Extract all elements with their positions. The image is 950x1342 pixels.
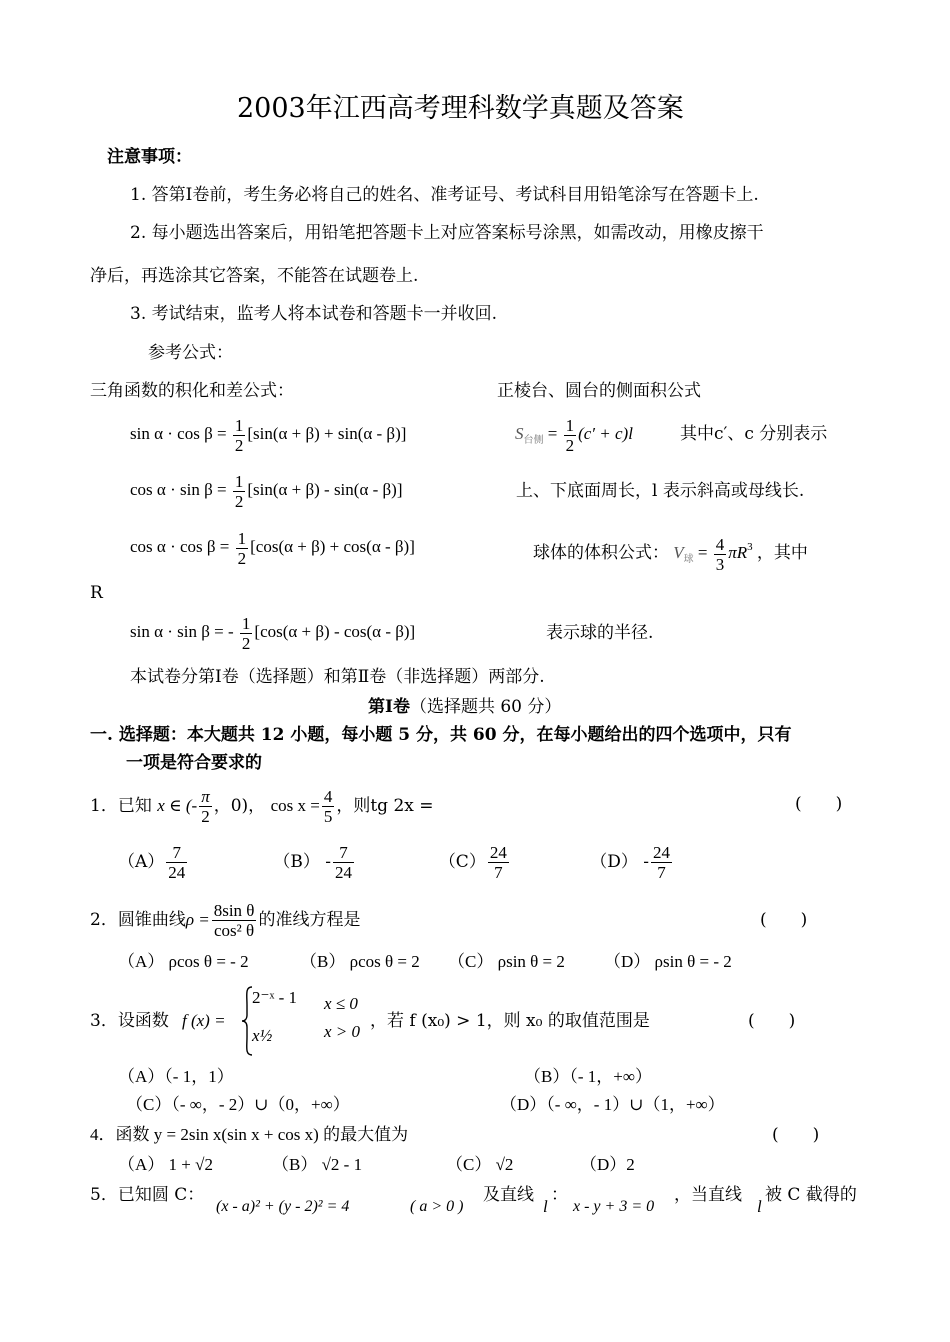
option-label: （A） — [118, 852, 165, 872]
four-thirds-fraction — [714, 535, 727, 574]
q4-option-a: （A） 1 + √2 — [118, 1155, 213, 1174]
fraction-denominator: 5 — [323, 807, 333, 826]
q4-option-d: （D）2 — [580, 1155, 635, 1174]
fraction-denominator: 7 — [494, 863, 503, 882]
option-d-fraction — [651, 843, 672, 882]
q3-option-b: （B）（- 1，+∞） — [524, 1067, 652, 1086]
q4-answer-bracket: ( ) — [772, 1125, 820, 1145]
fraction-numerator: 4 — [323, 787, 333, 806]
fraction-numerator: 1 — [565, 415, 575, 435]
option-label: （C） — [438, 852, 486, 872]
fraction-numerator: 1 — [234, 471, 244, 491]
formula-lhs: cos α · cos β = — [130, 537, 230, 556]
q3-option-d: （D）（- ∞，- 1）∪（1，+∞） — [500, 1095, 725, 1114]
q1-option-a — [118, 840, 268, 884]
sphere-subscript: 球 — [683, 554, 694, 565]
question-4: 4．函数 y = 2sin x(sin x + cos x) 的最大值为 — [90, 1125, 409, 1144]
frustum-formula: $S_{台侧}$ = $\frac{1}{2}$ (c′ + c)l — [515, 415, 633, 455]
half-fraction — [564, 416, 577, 455]
fraction-denominator: 2 — [234, 491, 244, 511]
q5-colon: ： — [551, 1185, 568, 1205]
frustum-desc-2: 上、下底面周长，l 表示斜高或母线长. — [516, 481, 805, 501]
formula-sin-sin — [130, 612, 415, 653]
half-fraction — [240, 614, 253, 653]
option-b-fraction — [333, 843, 354, 882]
fraction-denominator: 2 — [201, 807, 210, 826]
q2-option-d: （D） ρsin θ = - 2 — [604, 952, 732, 971]
sphere-rhs: πR — [728, 543, 748, 562]
part1-title — [368, 696, 561, 718]
four-fifths-fraction — [322, 787, 335, 826]
q5-condition: ( a > 0 ) — [410, 1198, 464, 1215]
formula-rhs: [cos(α + β) - cos(α - β)] — [254, 622, 416, 641]
q3-function: f (x) = — [182, 1011, 226, 1030]
fraction-numerator: 7 — [166, 843, 187, 863]
q3-option-c: （C）（- ∞，- 2）∪（0，+∞） — [126, 1095, 350, 1114]
radius-desc: 表示球的半径. — [546, 623, 654, 643]
q2-fraction — [212, 901, 257, 940]
frustum-symbol: S — [515, 424, 524, 443]
q5-line-symbol-2: l — [757, 1197, 762, 1216]
q2-rho: ρ = — [185, 910, 210, 929]
notice-item-2a: 2. 每小题选出答案后，用铅笔把答题卡上对应答案标号涂黑，如需改动，用橡皮擦干 — [130, 223, 764, 243]
sphere-tail: ，其中 — [756, 543, 808, 563]
notice-heading: 注意事项： — [107, 147, 192, 167]
fraction-denominator: 2 — [241, 633, 251, 653]
q2-prefix: 2．圆锥曲线 — [90, 910, 186, 930]
fraction-numerator: 24 — [489, 843, 507, 862]
q2-suffix: 的准线方程是 — [258, 910, 361, 930]
q3-case-1: 2⁻ˣ - 1 — [252, 988, 298, 1007]
trig-heading: 三角函数的积化和差公式： — [90, 381, 294, 401]
sphere-exponent: 3 — [747, 541, 753, 553]
fraction-denominator: 3 — [715, 554, 725, 574]
fraction-numerator: 24 — [653, 843, 670, 862]
fraction-denominator: 24 — [168, 863, 186, 882]
q1-answer-bracket: ( ) — [795, 794, 843, 814]
fraction-denominator: 2 — [565, 435, 575, 455]
reference-heading: 参考公式： — [148, 343, 233, 363]
part1-label: 第Ⅰ卷 — [368, 697, 410, 717]
q5-line-equation: x - y + 3 = 0 — [573, 1198, 655, 1215]
pi-over-two-fraction — [199, 787, 212, 826]
formula-cos-cos — [130, 527, 415, 568]
formula-lhs: cos α · sin β = — [130, 480, 227, 499]
q3-answer-bracket: ( ) — [748, 1011, 796, 1031]
sphere-formula: 球体的体积公式： $V_球$ = $\frac{4}{3}$ $\pi R^3$ ，其中 — [533, 534, 808, 574]
q5-suffix: ，当直线 — [674, 1185, 742, 1205]
part1-subtitle: （选择题共 60 分） — [409, 697, 562, 717]
option-c-fraction — [488, 843, 509, 882]
formula-sin-cos — [130, 414, 406, 455]
q5-mid: 及直线 — [483, 1185, 534, 1205]
q3-case-2: x½ — [252, 1026, 273, 1045]
frustum-desc-1: 其中c′、c 分别表示 — [680, 424, 828, 444]
formula-rhs: [cos(α + β) + cos(α - β)] — [250, 537, 415, 556]
q5-line-symbol: l — [543, 1197, 548, 1216]
notice-item-1: 1. 答第Ⅰ卷前，考生务必将自己的姓名、准考证号、考试科目用铅笔涂写在答题卡上. — [130, 185, 759, 205]
q5-prefix: 5．已知圆 C： — [90, 1185, 205, 1205]
page-title: 2003年江西高考理科数学真题及答案 — [237, 93, 684, 124]
frustum-heading: 正棱台、圆台的侧面积公式 — [497, 381, 701, 401]
q3-prefix: 3．设函数 — [90, 1011, 169, 1031]
q3-suffix: ，若 f (x₀) > 1，则 x₀ 的取值范围是 — [370, 1011, 650, 1031]
q1-prefix: 1．已知 — [90, 796, 152, 816]
q1-condition-2: cos x = — [270, 796, 320, 815]
q5-tail: 被 C 截得的 — [765, 1185, 857, 1205]
q1-suffix: ，则tg 2x = — [336, 796, 434, 816]
q4-option-c: （C） √2 — [446, 1155, 514, 1174]
frustum-subscript: 台侧 — [523, 435, 544, 446]
q5-circle-equation: (x - a)² + (y - 2)² = 4 — [216, 1198, 350, 1215]
formula-rhs: [sin(α + β) - sin(α - β)] — [247, 480, 403, 499]
half-fraction — [236, 529, 249, 568]
fraction-denominator: 2 — [237, 548, 247, 568]
half-fraction — [233, 472, 246, 511]
q4-option-b: （B） √2 - 1 — [272, 1155, 363, 1174]
question-2 — [90, 898, 360, 942]
q1-option-d — [590, 840, 674, 884]
fraction-denominator: cos² θ — [214, 921, 255, 940]
fraction-numerator: 1 — [237, 528, 247, 548]
notice-item-2b: 净后，再选涂其它答案，不能答在试题卷上. — [90, 266, 419, 286]
q3-case-1-condition: x ≤ 0 — [324, 994, 358, 1013]
question-1 — [90, 784, 434, 828]
fraction-numerator: 7 — [333, 843, 354, 863]
fraction-numerator: 1 — [234, 415, 244, 435]
formula-lhs: sin α · sin β = - — [130, 622, 234, 641]
fraction-numerator: 8sin θ — [213, 901, 255, 920]
fraction-numerator: 1 — [241, 613, 251, 633]
option-a-fraction — [166, 843, 187, 882]
section1-line-1: 一. 选择题：本大题共 12 小题，每小题 5 分，共 60 分，在每小题给出的四个选项中，只有 — [90, 725, 792, 745]
q2-option-c: （C） ρsin θ = 2 — [448, 952, 565, 971]
q1-option-c — [439, 840, 585, 884]
q2-option-a: （A） ρcos θ = - 2 — [118, 952, 249, 971]
fraction-numerator: 4 — [715, 534, 725, 554]
exam-intro: 本试卷分第Ⅰ卷（选择题）和第Ⅱ卷（非选择题）两部分. — [130, 667, 545, 687]
q1-condition-1: x ∈ (- — [157, 796, 198, 815]
q3-option-a: （A）（- 1，1） — [118, 1067, 234, 1086]
sphere-symbol: V — [673, 543, 684, 562]
fraction-denominator: 2 — [234, 435, 244, 455]
formula-rhs: [sin(α + β) + sin(α - β)] — [247, 424, 407, 443]
q1-option-b — [273, 840, 433, 884]
fraction-denominator: 7 — [657, 863, 666, 882]
fraction-denominator: 24 — [335, 863, 353, 882]
section1-line-2: 一项是符合要求的 — [126, 753, 262, 773]
q2-option-b: （B） ρcos θ = 2 — [300, 952, 420, 971]
q2-answer-bracket: ( ) — [760, 910, 808, 930]
sphere-label: 球体的体积公式： — [533, 543, 669, 563]
option-label: （D） - — [590, 852, 649, 872]
fraction-numerator: π — [201, 787, 210, 806]
q1-condition-1b: ，0)， — [213, 796, 266, 816]
q1-options — [118, 840, 674, 884]
formula-cos-sin — [130, 470, 402, 511]
radius-symbol: R — [90, 583, 103, 603]
half-fraction — [233, 416, 246, 455]
frustum-rhs: (c′ + c)l — [578, 424, 633, 443]
formula-lhs: sin α · cos β = — [130, 424, 227, 443]
option-label: （B） - — [273, 852, 332, 872]
q3-case-2-condition: x > 0 — [324, 1022, 361, 1041]
notice-item-3: 3. 考试结束，监考人将本试卷和答题卡一并收回. — [130, 304, 498, 324]
